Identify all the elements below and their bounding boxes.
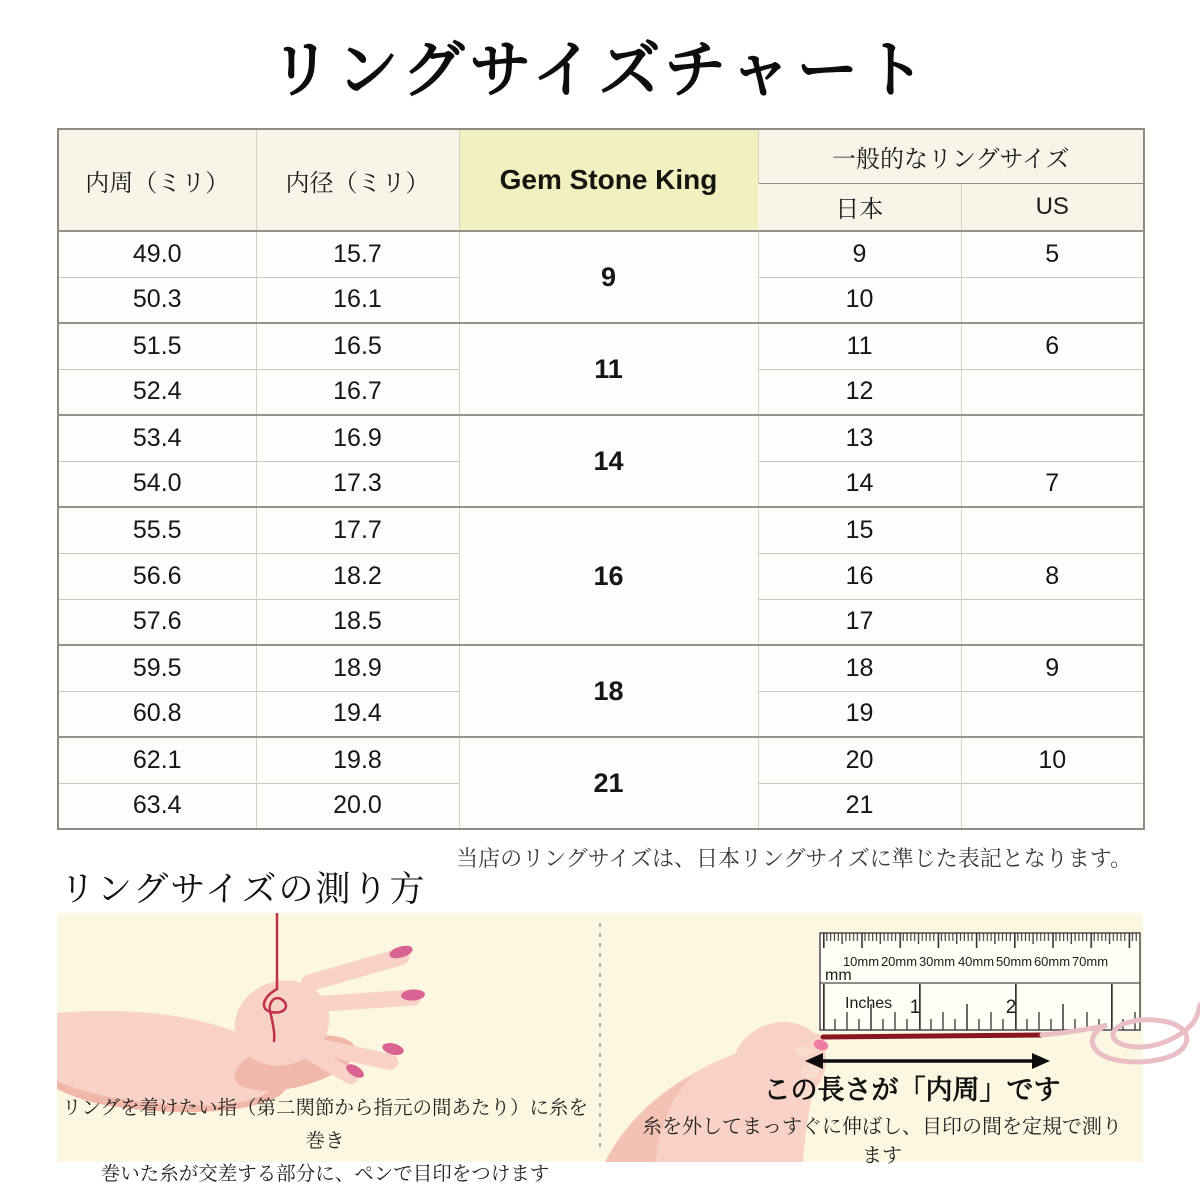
- japan-size-value: 11: [758, 323, 961, 369]
- inner-diameter-value: 18.9: [256, 645, 459, 691]
- stretched-thread: [823, 1035, 1042, 1037]
- table-row: [58, 415, 1144, 461]
- inner-circumference-value: 62.1: [58, 737, 256, 783]
- inner-diameter-value: 16.9: [256, 415, 459, 461]
- ruler-mm-label: 20mm: [880, 954, 918, 969]
- japan-size-value: 12: [758, 369, 961, 415]
- ruler-mm-label: 10mm: [842, 954, 880, 969]
- japan-size-value: 16: [758, 553, 961, 599]
- gsk-size-cell: 9: [459, 231, 758, 323]
- japan-size-value: 15: [758, 507, 961, 553]
- japan-size-value: 17: [758, 599, 961, 645]
- inner-diameter-value: 20.0: [256, 783, 459, 829]
- size-standard-note: 当店のリングサイズは、日本リングサイズに準じた表記となります。: [456, 846, 1132, 871]
- table-row: [58, 645, 1144, 691]
- col-header-inner-circumference: 内周（ミリ）: [58, 129, 256, 231]
- inner-circumference-value: 51.5: [58, 323, 256, 369]
- japan-size-value: 21: [758, 783, 961, 829]
- us-size-value: [961, 507, 1144, 553]
- left-instruction-text: [60, 1092, 590, 1191]
- inner-diameter-value: 15.7: [256, 231, 459, 277]
- length-arrow: [805, 1053, 1050, 1069]
- col-header-general-sizes: 一般的なリングサイズ: [758, 129, 1144, 183]
- inner-circumference-value: 55.5: [58, 507, 256, 553]
- us-size-value: [961, 691, 1144, 737]
- us-size-value: 5: [961, 231, 1144, 277]
- inner-circumference-value: 50.3: [58, 277, 256, 323]
- ruler-inch-number: 1: [909, 997, 921, 1018]
- ruler-mm-label: 50mm: [995, 954, 1033, 969]
- left-instruction-line2: 巻いた糸が交差する部分に、ペンで目印をつけます: [100, 1163, 550, 1185]
- inner-circumference-value: 52.4: [58, 369, 256, 415]
- inner-diameter-value: 19.8: [256, 737, 459, 783]
- gsk-size-cell: 14: [459, 415, 758, 507]
- gsk-size-cell: 16: [459, 507, 758, 645]
- inner-circumference-value: 54.0: [58, 461, 256, 507]
- us-size-value: [961, 369, 1144, 415]
- us-size-value: [961, 277, 1144, 323]
- ruler-inch-number: 2: [1005, 997, 1017, 1018]
- inner-circumference-value: 57.6: [58, 599, 256, 645]
- japan-size-value: 9: [758, 231, 961, 277]
- ruler-illustration: [820, 933, 1140, 1030]
- inner-circumference-value: 60.8: [58, 691, 256, 737]
- inner-diameter-value: 16.1: [256, 277, 459, 323]
- col-header-japan: 日本: [758, 183, 961, 231]
- col-header-inner-diameter: 内径（ミリ）: [256, 129, 459, 231]
- inner-circumference-value: 56.6: [58, 553, 256, 599]
- ruler-mm-label: 30mm: [918, 954, 956, 969]
- measure-section-title: リングサイズの測り方: [60, 870, 427, 909]
- gsk-size-cell: 11: [459, 323, 758, 415]
- japan-size-value: 19: [758, 691, 961, 737]
- col-header-us: US: [961, 183, 1144, 231]
- left-hand-illustration: [57, 913, 425, 1112]
- inner-diameter-value: 18.5: [256, 599, 459, 645]
- japan-size-value: 14: [758, 461, 961, 507]
- length-caption: この長さが「内周」です: [763, 1075, 1061, 1105]
- us-size-value: 7: [961, 461, 1144, 507]
- ruler-mm-label: 70mm: [1071, 954, 1109, 969]
- page-title: リングサイズチャート: [269, 36, 931, 105]
- inner-circumference-value: 53.4: [58, 415, 256, 461]
- right-instruction-text: 糸を外してまっすぐに伸ばし、目印の間を定規で測ります: [642, 1116, 1122, 1167]
- us-size-value: 9: [961, 645, 1144, 691]
- us-size-value: 6: [961, 323, 1144, 369]
- japan-size-value: 20: [758, 737, 961, 783]
- us-size-value: [961, 599, 1144, 645]
- japan-size-value: 18: [758, 645, 961, 691]
- inner-diameter-value: 19.4: [256, 691, 459, 737]
- us-size-value: [961, 783, 1144, 829]
- inner-diameter-value: 18.2: [256, 553, 459, 599]
- ruler-mm-unit: mm: [825, 967, 852, 984]
- col-header-brand: Gem Stone King: [459, 129, 758, 231]
- inner-diameter-value: 17.3: [256, 461, 459, 507]
- table-row: [58, 231, 1144, 277]
- inner-circumference-value: 63.4: [58, 783, 256, 829]
- inner-circumference-value: 59.5: [58, 645, 256, 691]
- us-size-value: [961, 415, 1144, 461]
- japan-size-value: 13: [758, 415, 961, 461]
- us-size-value: 8: [961, 553, 1144, 599]
- us-size-value: 10: [961, 737, 1144, 783]
- inner-circumference-value: 49.0: [58, 231, 256, 277]
- table-row: [58, 323, 1144, 369]
- table-row: [58, 737, 1144, 783]
- table-row: [58, 507, 1144, 553]
- left-instruction-line1: リングを着けたい指（第二関節から指元の間あたり）に糸を巻き: [61, 1097, 589, 1152]
- gsk-size-cell: 18: [459, 645, 758, 737]
- ruler-mm-label: 40mm: [957, 954, 995, 969]
- japan-size-value: 10: [758, 277, 961, 323]
- inner-diameter-value: 16.7: [256, 369, 459, 415]
- ring-size-table: [57, 128, 1145, 830]
- gsk-size-cell: 21: [459, 737, 758, 829]
- inner-diameter-value: 16.5: [256, 323, 459, 369]
- ruler-mm-label: 60mm: [1033, 954, 1071, 969]
- inner-diameter-value: 17.7: [256, 507, 459, 553]
